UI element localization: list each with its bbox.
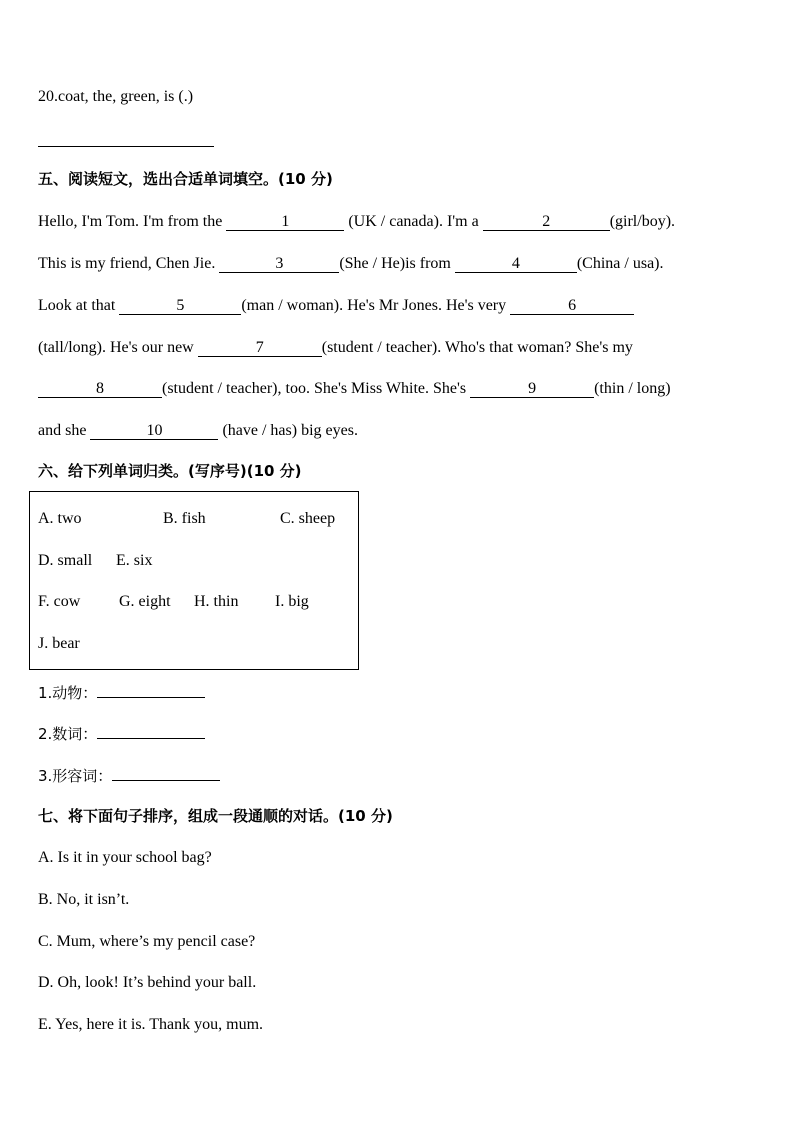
- answer-line-20: [38, 146, 214, 147]
- passage-text: (student / teacher). Who's that woman? She's my: [321, 339, 633, 356]
- section-7-heading: 七、将下面句子排序，组成一段通顺的对话。(10 分): [38, 807, 393, 825]
- blank-5: 5: [119, 298, 241, 315]
- dialogue-sentence-c: C. Mum, where’s my pencil case?: [38, 933, 256, 950]
- word-option: B. fish: [163, 510, 206, 527]
- word-option: I. big: [275, 593, 309, 610]
- question-number: 20.: [38, 88, 58, 105]
- word-box: [29, 491, 359, 670]
- dialogue-sentence-b: B. No, it isn’t.: [38, 891, 130, 908]
- passage-text: and she: [38, 422, 87, 439]
- blank-1: 1: [226, 214, 344, 231]
- passage-line-6: [38, 421, 358, 441]
- word-option: H. thin: [194, 593, 239, 610]
- section-6-heading: 六、给下列单词归类。(写序号)(10 分): [38, 462, 302, 480]
- blank-9: 9: [470, 381, 594, 398]
- passage-text: (have / has) big eyes.: [222, 422, 358, 439]
- blank-10: 10: [90, 423, 218, 440]
- passage-line-1: [38, 212, 675, 232]
- passage-text: (UK / canada). I'm a: [348, 213, 479, 230]
- passage-text: This is my friend, Chen Jie.: [38, 255, 216, 272]
- passage-line-4: [38, 338, 633, 358]
- blank-2: 2: [483, 214, 610, 231]
- answer-blank[interactable]: [97, 724, 205, 739]
- blank-6: 6: [510, 298, 634, 315]
- question-20: [38, 87, 193, 107]
- word-option: E. six: [116, 552, 153, 569]
- passage-text: (tall/long). He's our new: [38, 339, 194, 356]
- answer-blank[interactable]: [97, 683, 205, 698]
- question-text: coat, the, green, is (.): [58, 88, 194, 105]
- word-option: D. small: [38, 552, 93, 569]
- passage-text: Hello, I'm Tom. I'm from the: [38, 213, 223, 230]
- category-label: 3.形容词：: [38, 767, 113, 785]
- category-3: [38, 766, 220, 787]
- passage-line-2: [38, 254, 664, 274]
- passage-text: (China / usa).: [576, 255, 664, 272]
- word-option: J. bear: [38, 635, 80, 652]
- blank-3: 3: [219, 256, 339, 273]
- answer-blank[interactable]: [112, 766, 220, 781]
- category-label: 2.数词：: [38, 725, 98, 743]
- blank-8: 8: [38, 381, 162, 398]
- category-2: [38, 724, 205, 745]
- passage-text: (She / He)is from: [339, 255, 451, 272]
- passage-text: Look at that: [38, 297, 116, 314]
- blank-4: 4: [455, 256, 577, 273]
- word-option: F. cow: [38, 593, 81, 610]
- passage-line-3: [38, 296, 634, 316]
- dialogue-sentence-e: E. Yes, here it is. Thank you, mum.: [38, 1016, 264, 1033]
- blank-7: 7: [198, 340, 322, 357]
- dialogue-sentence-d: D. Oh, look! It’s behind your ball.: [38, 974, 257, 991]
- word-option: C. sheep: [280, 510, 336, 527]
- passage-line-5: [38, 379, 671, 399]
- word-option: A. two: [38, 510, 82, 527]
- category-label: 1.动物：: [38, 684, 98, 702]
- dialogue-sentence-a: A. Is it in your school bag?: [38, 849, 212, 866]
- category-1: [38, 683, 205, 704]
- passage-text: (student / teacher), too. She's Miss White. She's: [162, 380, 467, 397]
- passage-text: (man / woman). He's Mr Jones. He's very: [241, 297, 507, 314]
- passage-text: (thin / long): [594, 380, 671, 397]
- passage-text: (girl/boy).: [609, 213, 676, 230]
- word-option: G. eight: [119, 593, 171, 610]
- section-5-heading: 五、阅读短文，选出合适单词填空。(10 分): [38, 170, 333, 188]
